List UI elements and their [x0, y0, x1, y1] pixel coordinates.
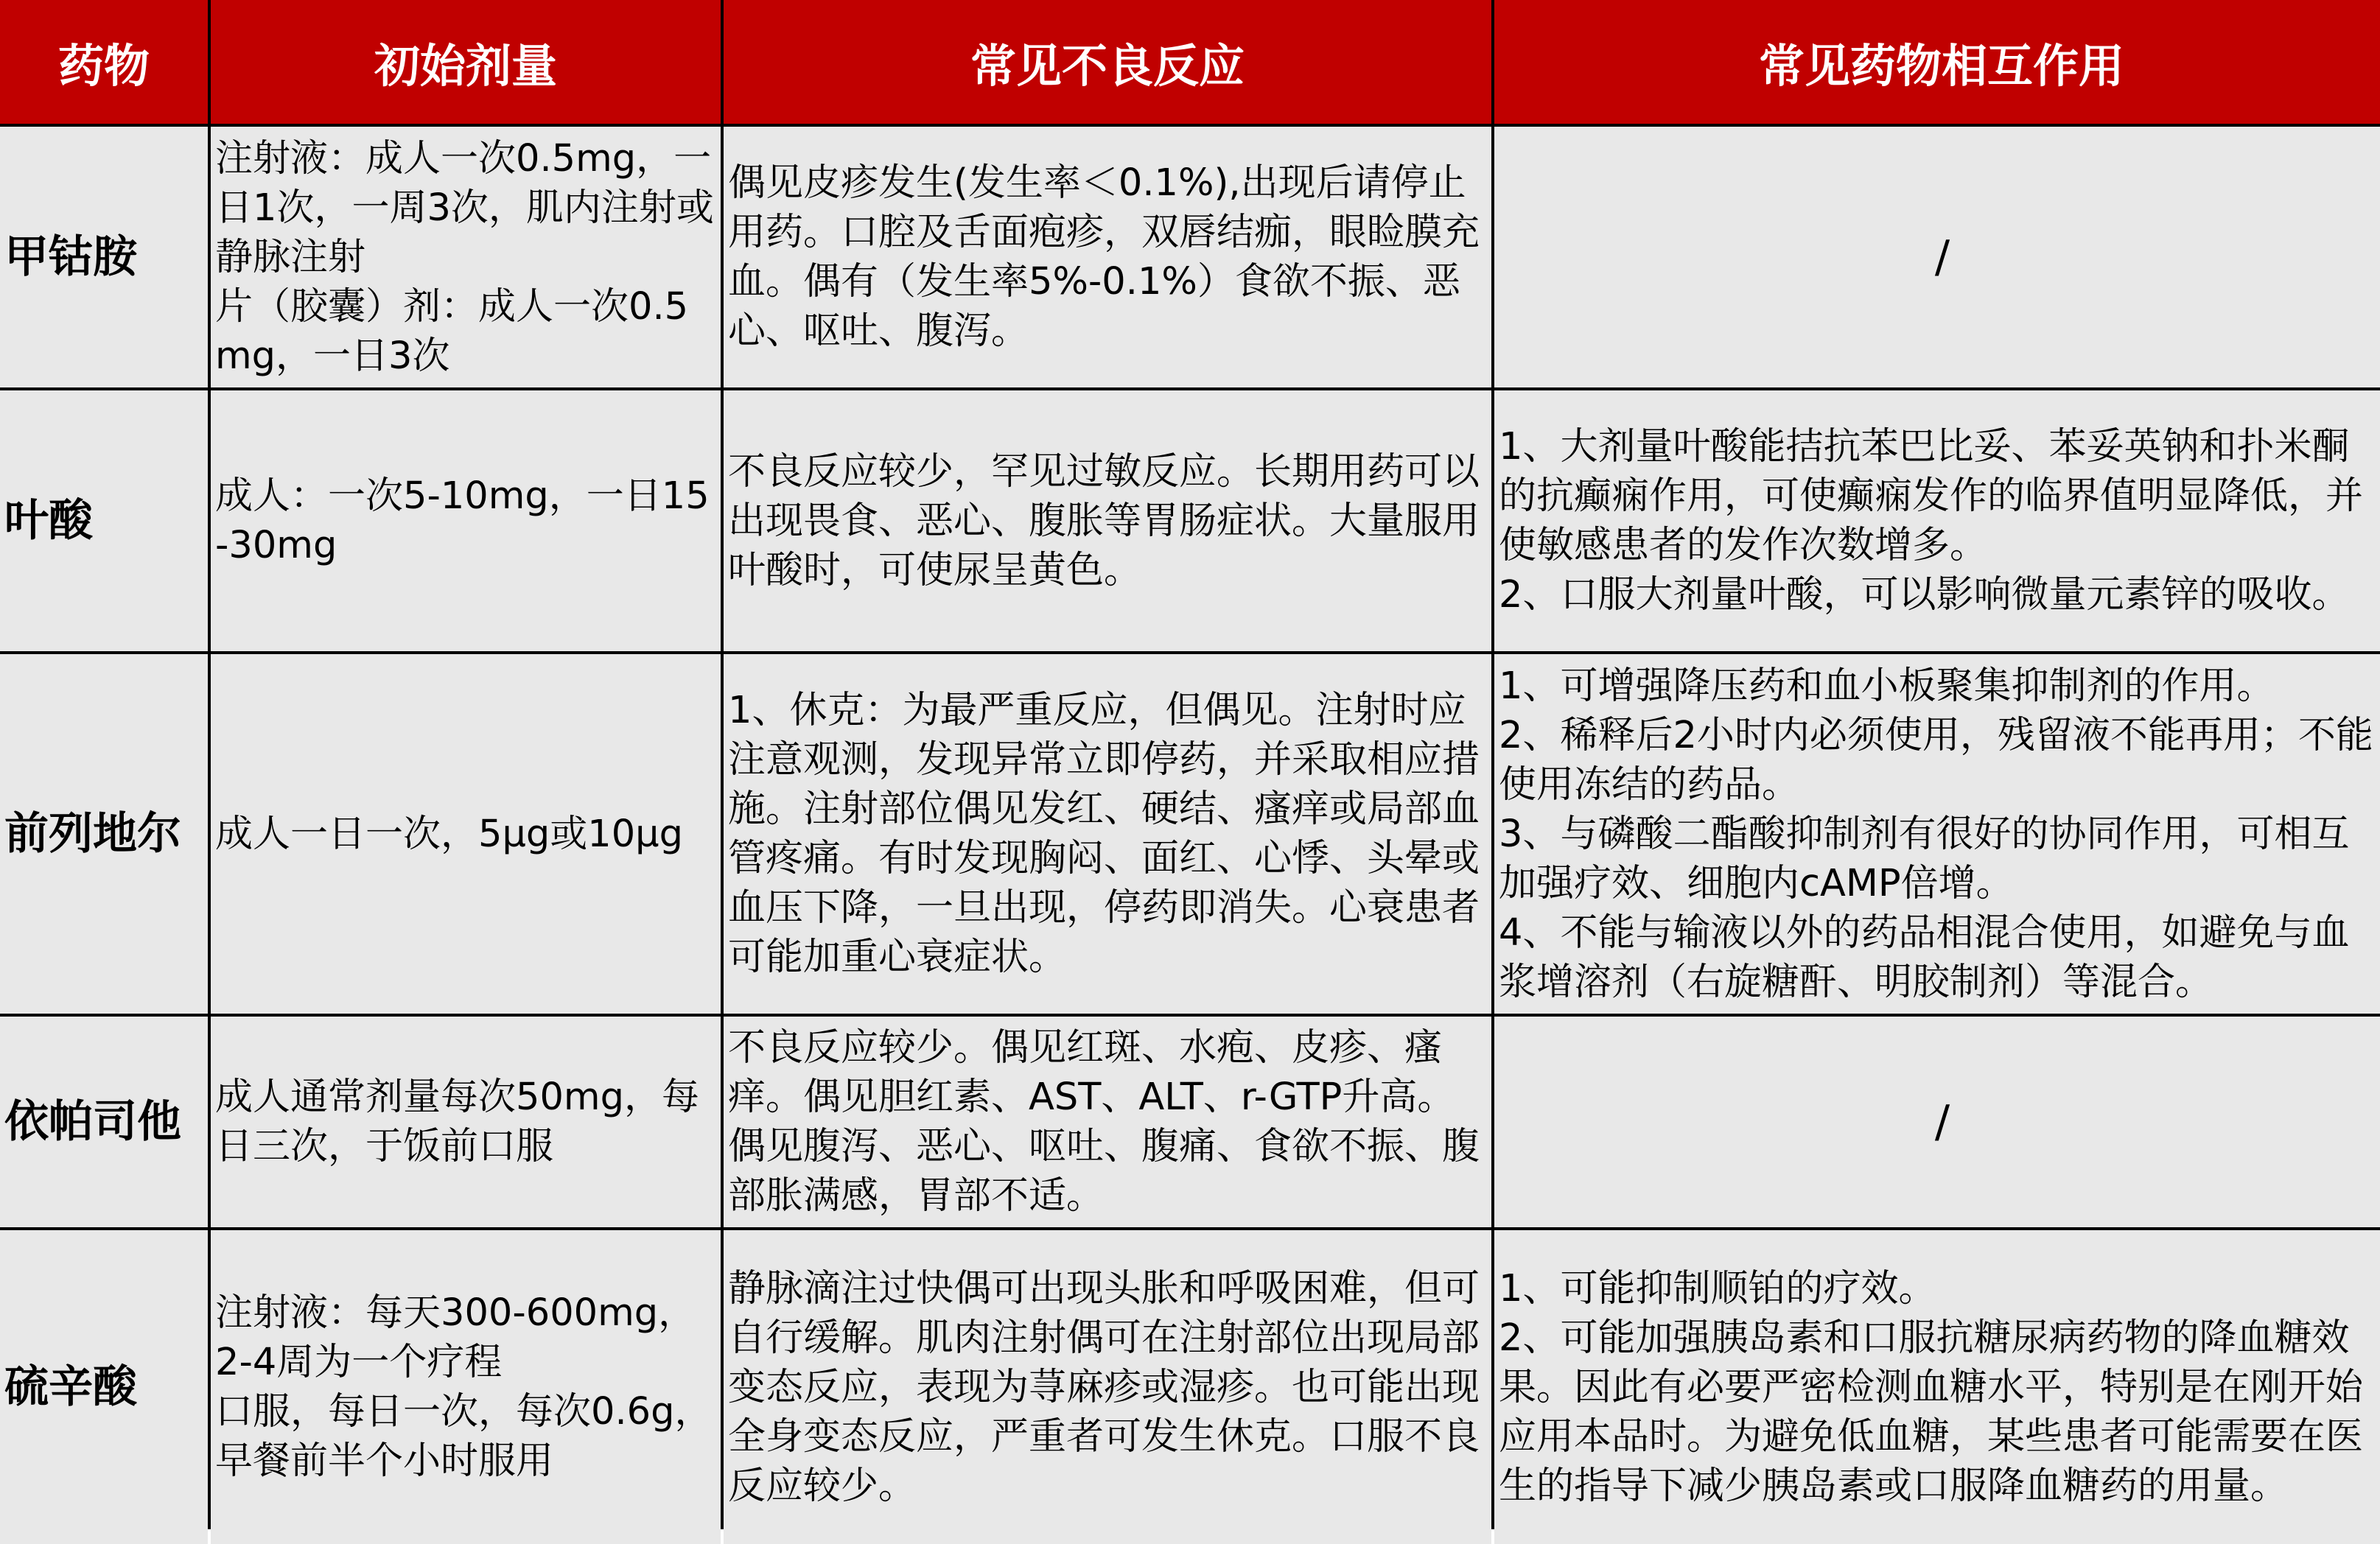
- adverse-cell: 静脉滴注过快偶可出现头胀和呼吸困难，但可自行缓解。肌肉注射偶可在注射部位出现局部变态反应，表现为荨麻疹或湿疹。也可能出现全身变态反应，严重者可发生休克。口服不良反应较少。: [724, 1230, 1491, 1544]
- drug-name-cell: 叶酸: [0, 390, 208, 651]
- header-initial-dose: 初始剂量: [211, 0, 721, 124]
- drug-name-cell: 依帕司他: [0, 1017, 208, 1227]
- drug-name-cell: 甲钴胺: [0, 127, 208, 387]
- drug-name-cell: 前列地尔: [0, 654, 208, 1014]
- interaction-cell: /: [1494, 1017, 2380, 1227]
- header-drug-interactions: 常见药物相互作用: [1494, 0, 2380, 124]
- adverse-cell: 1、休克：为最严重反应，但偶见。注射时应注意观测，发现异常立即停药，并采取相应措施。注射部位偶见发红、硬结、瘙痒或局部血管疼痛。有时发现胸闷、面红、心悸、头晕或血压下降，一旦出现，停药即消失。心衰患者可能加重心衰症状。: [724, 654, 1491, 1014]
- dose-cell: 注射液：成人一次0.5mg，一日1次，一周3次，肌内注射或静脉注射 片（胶囊）剂：成人一次0.5mg，一日3次: [211, 127, 721, 387]
- dose-cell: 注射液：每天300-600mg，2-4周为一个疗程 口服，每日一次，每次0.6g，早餐前半个小时服用: [211, 1230, 721, 1544]
- adverse-cell: 不良反应较少，罕见过敏反应。长期用药可以出现畏食、恶心、腹胀等胃肠症状。大量服用叶酸时，可使尿呈黄色。: [724, 390, 1491, 651]
- drug-name-cell: 硫辛酸: [0, 1230, 208, 1544]
- interaction-cell: 1、可能抑制顺铂的疗效。 2、可能加强胰岛素和口服抗糖尿病药物的降血糖效果。因此有必要严密检测血糖水平，特别是在刚开始应用本品时。为避免低血糖，某些患者可能需要在医生的指导下减少胰岛素或口服降血糖药的用量。: [1494, 1230, 2380, 1544]
- dose-cell: 成人一日一次，5μg或10μg: [211, 654, 721, 1014]
- adverse-cell: 不良反应较少。偶见红斑、水疱、皮疹、瘙痒。偶见胆红素、AST、ALT、r-GTP升高。 偶见腹泻、恶心、呕吐、腹痛、食欲不振、腹部胀满感，胃部不适。: [724, 1017, 1491, 1227]
- dose-cell: 成人：一次5-10mg，一日15-30mg: [211, 390, 721, 651]
- interaction-cell: 1、大剂量叶酸能拮抗苯巴比妥、苯妥英钠和扑米酮的抗癫痫作用，可使癫痫发作的临界值明显降低，并使敏感患者的发作次数增多。 2、口服大剂量叶酸，可以影响微量元素锌的吸收。: [1494, 390, 2380, 651]
- interaction-cell: 1、可增强降压药和血小板聚集抑制剂的作用。 2、稀释后2小时内必须使用，残留液不能再用；不能使用冻结的药品。 3、与磷酸二酯酸抑制剂有很好的协同作用，可相互加强疗效、细胞内cAMP倍增。 4、不能与输液以外的药品相混合使用，如避免与血浆增溶剂（右旋糖酐、明胶制剂）等混合。: [1494, 654, 2380, 1014]
- header-adverse-reactions: 常见不良反应: [724, 0, 1491, 124]
- adverse-cell: 偶见皮疹发生(发生率＜0.1%),出现后请停止用药。口腔及舌面疱疹，双唇结痂，眼睑膜充血。偶有（发生率5%-0.1%）食欲不振、恶心、呕吐、腹泻。: [724, 127, 1491, 387]
- interaction-cell: /: [1494, 127, 2380, 387]
- dose-cell: 成人通常剂量每次50mg，每日三次，于饭前口服: [211, 1017, 721, 1227]
- header-drug: 药物: [0, 0, 208, 124]
